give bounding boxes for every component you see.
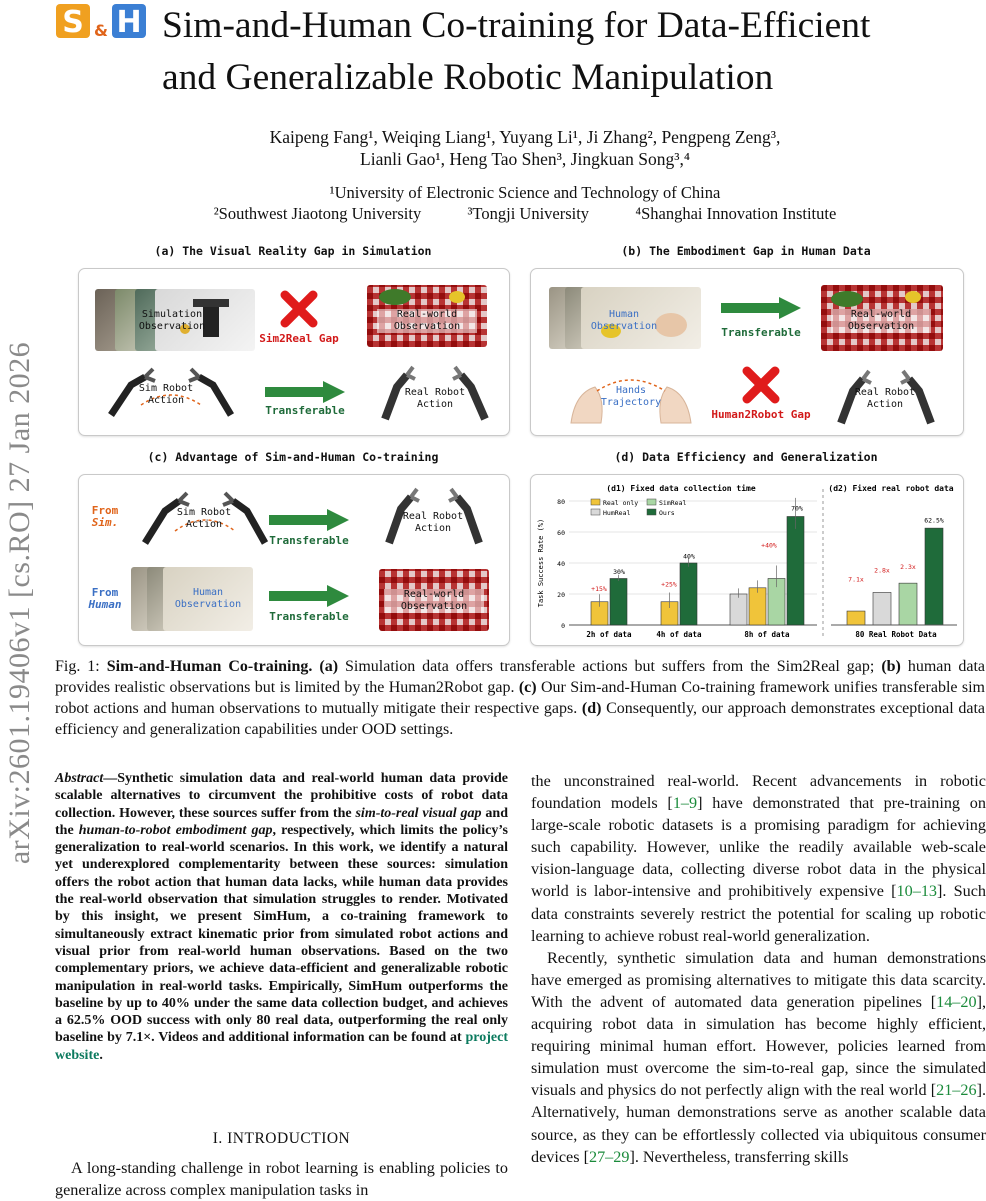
chart-legend-swatch (591, 509, 600, 515)
chart-category-label: 80 Real Robot Data (855, 630, 937, 639)
chart-bar (610, 579, 627, 626)
affiliation-line-2 (100, 203, 950, 224)
citation-14-20[interactable]: 14–20 (936, 992, 977, 1011)
arxiv-identifier (0, 288, 42, 918)
chart-d1-title: (d1) Fixed data collection time (606, 484, 756, 493)
from-sim-from: From (91, 504, 119, 517)
chart-ytick: 60 (557, 529, 565, 537)
chart-annotation: 62.5% (924, 516, 944, 525)
chart-ytick: 0 (561, 622, 565, 630)
human2robot-gap-label: Human2Robot Gap (711, 408, 811, 421)
panel-c (78, 474, 510, 646)
cross-icon (279, 289, 319, 329)
from-sim-word: Sim. (91, 516, 119, 529)
arrow-right-icon (269, 585, 349, 607)
svg-text:&: & (94, 21, 108, 40)
abstract-i1: sim-to-real visual gap (355, 805, 482, 821)
chart-annotation: +15% (591, 584, 607, 593)
transferable-label-a: Transferable (265, 404, 345, 417)
chart-bar (749, 588, 766, 625)
caption-a-text: Simulation data offers transferable actions but suffers from the Sim2Real gap; (338, 658, 882, 675)
success-rate-chart (531, 475, 963, 645)
from-human-label (85, 587, 125, 611)
chart-legend-label: Ours (659, 509, 675, 517)
rc-p2c: ]. Alternatively, human demonstrations serve as another scalable data source, as they can be effortlessly collected via ubiquitous consumer devices [ (531, 1081, 986, 1166)
chart-annotation: 70% (791, 504, 803, 513)
chart-category-label: 2h of data (586, 630, 632, 639)
cross-icon (741, 365, 781, 405)
sim-robot-action-label: Sim Robot Action (138, 383, 194, 406)
citation-10-13[interactable]: 10–13 (896, 882, 937, 901)
chart-category-label: 8h of data (744, 630, 790, 639)
sh-logo (56, 2, 146, 40)
real-robot-action-label-b: Real Robot Action (854, 387, 916, 410)
arrow-right-icon (265, 381, 345, 403)
arrow-right-icon (721, 297, 801, 319)
human-observation-label-b: Human Observation (590, 309, 658, 332)
caption-d-tag: (d) (581, 700, 602, 717)
rc-p2d: ]. Nevertheless, transferring skills (629, 1147, 849, 1166)
chart-bar (680, 563, 697, 625)
arxiv-id-text: arXiv:2601.19406v1 [cs.RO] 27 Jan 2026 (3, 341, 36, 865)
chart-ytick: 80 (557, 498, 565, 506)
figure-caption (55, 656, 985, 740)
panel-d (530, 474, 964, 646)
abstract-i2: human-to-robot embodiment gap (78, 822, 273, 838)
paper-title (162, 0, 986, 104)
project-website-link[interactable]: project website (55, 1030, 508, 1063)
caption-d-text: Consequently, our approach demonstrates exceptional data efficiency and generalization capabilities under OOD settings. (55, 700, 986, 738)
chart-legend-swatch (591, 499, 600, 505)
figure-1 (78, 240, 964, 645)
svg-text:H: H (116, 5, 142, 40)
chart-legend-swatch (647, 499, 656, 505)
rc-p2b: ], acquiring robot data in simulation has become highly efficient, requiring minimal human effort. However, policies learned from simulation must overcome the sim-to-real gap, since the simulated visuals and physics do not perfectly align with the real world [ (531, 992, 986, 1100)
panel-d-title: (d) Data Efficiency and Generalization (614, 450, 878, 464)
rc-p1b: ] have demonstrated that pre-training on large-scale robotic datasets is a promising paradigm for achieving such capability. However, unlike the readily available web-scale vision-language data, collecting diverse robot data in the physical world is labor-intensive and prohibitively expensive [ (531, 794, 986, 901)
panel-b-title: (b) The Embodiment Gap in Human Data (621, 244, 871, 258)
caption-lead: Fig. 1: (55, 658, 107, 675)
sim2real-gap-label: Sim2Real Gap (259, 332, 339, 345)
panel-c-title: (c) Advantage of Sim-and-Human Co-training (147, 450, 439, 464)
abstract-end: . (99, 1047, 103, 1063)
chart-bar (873, 592, 891, 625)
citation-1-9[interactable]: 1–9 (672, 794, 698, 813)
sim-robot-action-label-c: Sim Robot Action (176, 507, 232, 530)
affiliation-swjtu: ²Southwest Jiaotong University (213, 204, 422, 223)
from-sim-label (85, 505, 125, 529)
affiliation-line-1: ¹University of Electronic Science and Technology of China (329, 183, 721, 202)
realworld-observation-label-b: Real-world Observation (831, 309, 931, 333)
chart-bar (847, 611, 865, 625)
panel-b (530, 268, 964, 436)
chart-ytick: 20 (557, 591, 565, 599)
from-human-from: From (91, 586, 119, 599)
caption-b-tag: (b) (881, 658, 901, 675)
rc-p1a: the unconstrained real-world. Recent advancements in robotic foundation models [ (531, 772, 986, 813)
authors-line-2: Lianli Gao¹, Heng Tao Shen³, Jingkuan Song³,⁴ (360, 149, 690, 169)
intro-right-column (531, 770, 986, 1168)
rc-p2a: Recently, synthetic simulation data and human demonstrations have emerged as promising alternatives to mitigate this data scarcity. With the advent of automated data generation pipelines [ (531, 948, 986, 1011)
rc-p1c: ]. Such data constraints severely restrict the potential for scaling up robotic learning to achieve robust real-world generalization. (531, 882, 986, 945)
caption-bold: Sim-and-Human Co-training. (106, 658, 313, 675)
transferable-label-b: Transferable (721, 326, 801, 339)
chart-legend-swatch (647, 509, 656, 515)
chart-annotation: 40% (683, 552, 695, 561)
chart-annotation: +25% (661, 580, 677, 589)
chart-bar (925, 528, 943, 625)
chart-annotation: 7.1x (848, 575, 864, 584)
citation-21-26[interactable]: 21–26 (936, 1081, 977, 1100)
abstract-p3: , respectively, which limits the policy’s generalization to real-world scenarios. In this work, we identify a natural yet underexplored complementarity between these sources: simulation offers the robot action that human data lacks, while human data provides the real-world observation that simulation struggles to render. Motivated by this insight, we present SimHum, a co-training framework to simultaneously extract kinematic prior from simulated robot actions and visual prior from real-world human observations. Based on the two complementary priors, we achieve data-efficient and generalizable robotic manipulation in real-world tasks. Empirically, SimHum outperforms the baseline by up to 40% under the same data collection budget, and achieves a 62.5% OOD success with only 80 real data, outperforming the real only baseline by 7.1×. Videos and additional information can be found at (55, 822, 508, 1046)
real-robot-action-label-c: Real Robot Action (402, 511, 464, 534)
citation-27-29[interactable]: 27–29 (588, 1147, 630, 1166)
rc-paragraph-2 (531, 947, 986, 1168)
chart-legend-label: SimReal (659, 499, 687, 507)
abstract-p2: and the (55, 805, 508, 838)
chart-annotation: +40% (761, 541, 777, 550)
transferable-label-c2: Transferable (269, 610, 349, 623)
abstract (55, 770, 508, 1064)
realworld-observation-label: Real-world Observation (377, 309, 477, 333)
intro-left-content: A long-standing challenge in robot learning is enabling policies to generalize across complex manipulation tasks in (55, 1159, 508, 1199)
panel-a (78, 268, 510, 436)
chart-bar (730, 594, 747, 625)
intro-left-text (55, 1157, 508, 1201)
human-observation-label-c: Human Observation (174, 587, 242, 610)
real-robot-action-label-a: Real Robot Action (404, 387, 466, 410)
chart-ylabel: Task Success Rate (%) (537, 518, 545, 608)
chart-legend-label: HumReal (603, 509, 631, 517)
chart-ytick: 40 (557, 560, 565, 568)
abstract-label: Abstract (55, 771, 104, 786)
chart-d2-title: (d2) Fixed real robot data (828, 484, 954, 493)
caption-a-tag: (a) (319, 658, 339, 675)
transferable-label-c1: Transferable (269, 534, 349, 547)
hands-trajectory-label: Hands Trajectory (600, 385, 662, 408)
chart-legend-label: Real only (603, 499, 639, 507)
svg-text:S: S (62, 5, 84, 40)
chart-bar (787, 517, 804, 626)
caption-c-text: Our Sim-and-Human Co-training framework unifies transferable sim robot actions and human observations to mutually mitigate their respective gaps. (55, 679, 985, 717)
arrow-right-icon (269, 509, 349, 531)
caption-c-tag: (c) (518, 679, 537, 696)
section-heading-introduction: I. INTRODUCTION (212, 1130, 351, 1147)
realworld-observation-label-c: Real-world Observation (384, 589, 484, 613)
affiliation-sii: ⁴Shanghai Innovation Institute (635, 204, 837, 223)
chart-annotation: 2.3x (900, 563, 916, 572)
sim-observation-label: Simulation Observation (138, 309, 206, 332)
chart-annotation: 30% (613, 567, 625, 576)
from-human-word: Human (88, 598, 122, 611)
title-line-2: and Generalizable Robotic Manipulation (162, 57, 774, 98)
caption-b-text: human data provides realistic observations but is limited by the Human2Robot gap. (55, 658, 985, 696)
affiliation-tongji: ³Tongji University (467, 204, 590, 223)
chart-category-label: 4h of data (656, 630, 702, 639)
chart-annotation: 2.8x (874, 566, 890, 575)
authors-line-1: Kaipeng Fang¹, Weiqing Liang¹, Yuyang Li¹, Ji Zhang², Pengpeng Zeng³, (269, 127, 781, 147)
panel-a-title: (a) The Visual Reality Gap in Simulation (154, 244, 432, 258)
chart-bar (899, 583, 917, 625)
abstract-p1: —Synthetic simulation data and real-world human data provide scalable alternatives to circumvent the prohibitive costs of robot data collection. However, these sources suffer from the (55, 771, 508, 821)
title-line-1: Sim-and-Human Co-training for Data-Efficient (162, 5, 871, 46)
